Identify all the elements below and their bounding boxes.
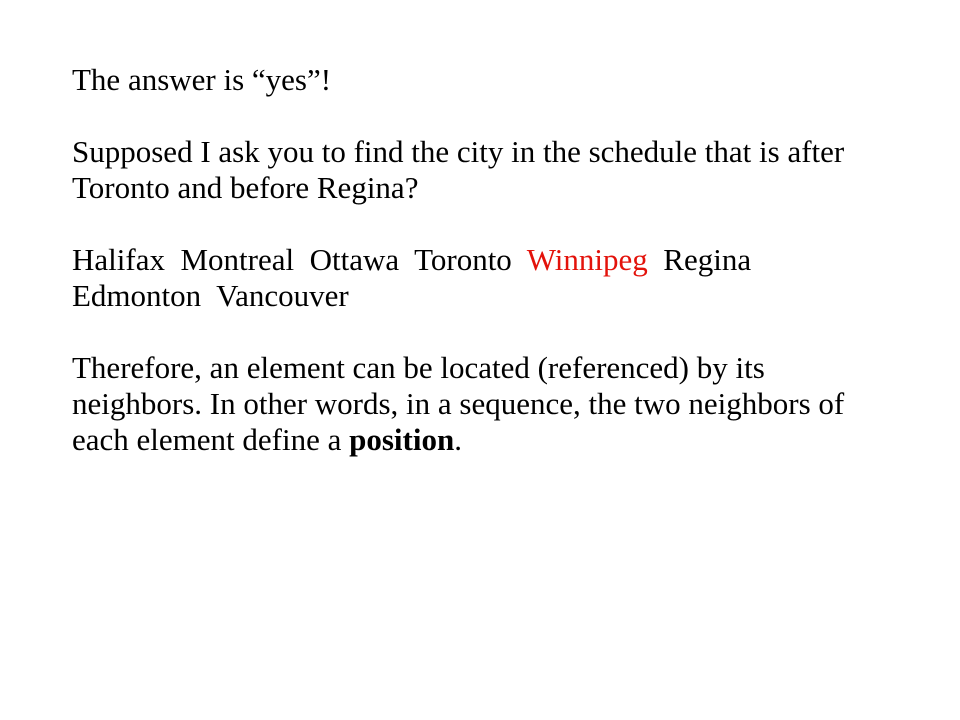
- conclusion-paragraph: [72, 350, 932, 458]
- question-paragraph: [72, 134, 932, 206]
- city-winnipeg-highlighted: Winnipeg: [526, 242, 648, 277]
- city-edmonton: Edmonton: [72, 278, 202, 313]
- conclusion-line-1: Therefore, an element can be located (referenced) by its: [72, 350, 765, 385]
- city-vancouver: Vancouver: [216, 278, 349, 313]
- conclusion-line-3-prefix: each element define a: [72, 422, 350, 457]
- city-schedule: [72, 242, 932, 314]
- conclusion-line-3-suffix: .: [454, 422, 462, 457]
- city-ottawa: Ottawa: [309, 242, 400, 277]
- conclusion-line-3: [72, 422, 932, 458]
- city-toronto: Toronto: [414, 242, 512, 277]
- position-keyword: position: [349, 422, 455, 457]
- city-montreal: Montreal: [180, 242, 295, 277]
- conclusion-line-2: neighbors. In other words, in a sequence, the two neighbors of: [72, 386, 845, 421]
- city-schedule-line-2: [72, 278, 932, 314]
- question-line-1: Supposed I ask you to find the city in the schedule that is after: [72, 134, 845, 169]
- answer-paragraph: [72, 62, 932, 98]
- answer-text: The answer is “yes”!: [72, 62, 332, 97]
- slide-body: [72, 62, 932, 494]
- city-schedule-line-1: [72, 242, 932, 278]
- city-halifax: Halifax: [72, 242, 165, 277]
- city-regina: Regina: [663, 242, 752, 277]
- question-line-2: Toronto and before Regina?: [72, 170, 419, 205]
